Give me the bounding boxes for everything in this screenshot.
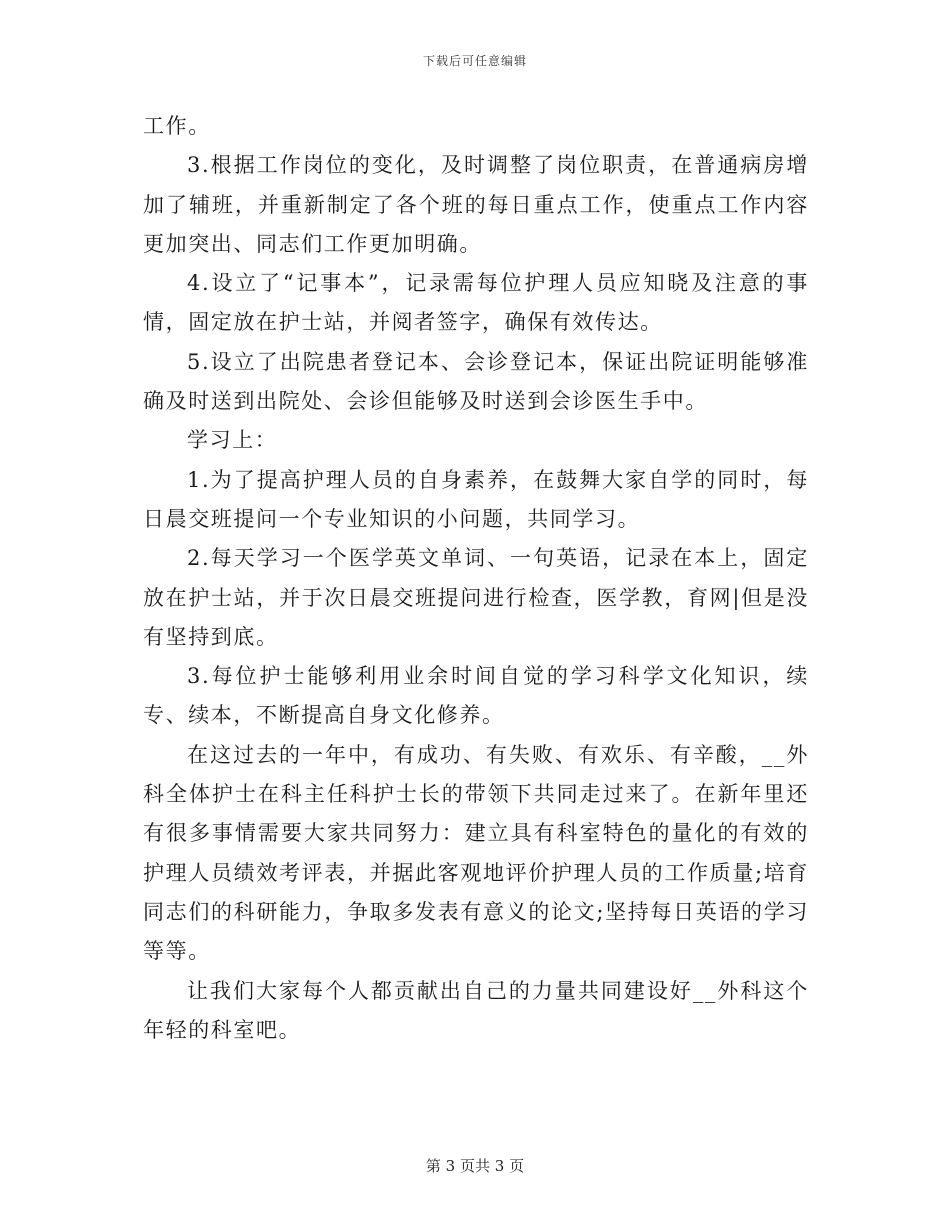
paragraph-item-5-registers: 5.设立了出院患者登记本、会诊登记本，保证出院证明能够准确及时送到出院处、会诊但能够及时送到会诊医生手中。 bbox=[143, 349, 809, 414]
page-header: 下载后可任意编辑 bbox=[422, 54, 527, 68]
paragraph-closing: 让我们大家每个人都贡献出自己的力量共同建设好__外科这个年轻的科室吧。 bbox=[143, 978, 809, 1042]
paragraph-study-item-3: 3.每位护士能够利用业余时间自觉的学习科学文化知识，续专、续本，不断提高自身文化修养。 bbox=[143, 664, 809, 728]
paragraph-study-item-2: 2.每天学习一个医学英文单词、一句英语，记录在本上，固定放在护士站，并于次日晨交班提问进行检查，医学教，育网|但是没有坚持到底。 bbox=[143, 546, 809, 649]
document-body bbox=[143, 107, 809, 1050]
paragraph-study-item-1: 1.为了提高护理人员的自身素养，在鼓舞大家自学的同时，每日晨交班提问一个专业知识的小问题，共同学习。 bbox=[143, 467, 809, 531]
paragraph-continuation: 工作。 bbox=[143, 114, 211, 138]
paragraph-summary: 在这过去的一年中，有成功、有失败、有欢乐、有辛酸，__外科全体护士在科主任科护士长的带领下共同走过来了。在新年里还有很多事情需要大家共同努力：建立具有科室特色的量化的有效的护理人员绩效考评表，并据此客观地评价护理人员的工作质量;培育同志们的科研能力，争取多发表有意义的论文;坚持每日英语的学习等等。 bbox=[143, 742, 809, 964]
paragraph-item-4-notebook: 4.设立了“记事本”，记录需每位护理人员应知晓及注意的事情，固定放在护士站，并阅者签字，确保有效传达。 bbox=[143, 271, 809, 335]
page-footer: 第 3 页共 3 页 bbox=[425, 1157, 525, 1175]
section-heading-study: 学习上： bbox=[187, 428, 278, 453]
paragraph-item-3-post-duties: 3.根据工作岗位的变化，及时调整了岗位职责，在普通病房增加了辅班，并重新制定了各个班的每日重点工作，使重点工作内容更加突出、同志们工作更加明确。 bbox=[143, 153, 809, 256]
